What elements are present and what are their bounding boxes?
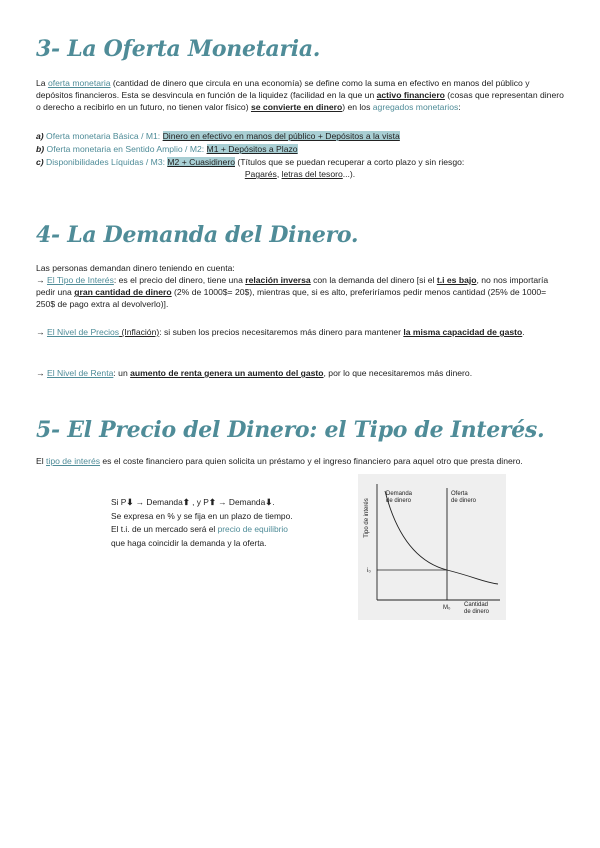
money-market-figure (358, 474, 506, 620)
aggregate-item-c: c) Disponibilidades Líquidas / M3: M2 + Cuasidinero (Títulos que se puedan recuperar a corto plazo y sin riesgo: Pagarés, letras del tesoro...). (36, 157, 465, 180)
term-oferta-monetaria: oferta monetaria (47, 78, 111, 88)
section-3-paragraph: La oferta monetaria (cantidad de dinero que circula en una economía) se define como la suma en efectivo en manos del público y depósitos financieros. Esta se desvincula en función de la liquidez (facilidad en la que un activo financiero (cosas que representan dinero o derecho a recibirlo en un futuro, no tienen valor físico) se convierte en dinero) en los agregados monetarios: (36, 78, 564, 113)
section-4-title: 4- La Demanda del Dinero. (36, 222, 359, 248)
bullet-nivel-precios: → El Nivel de Precios (Inflación): si suben los precios necesitaremos más dinero para mantener la misma capacidad de gasto. (36, 327, 525, 337)
interest-notes: Si P⬇ → Demanda⬆ , y P⬆ → Demanda⬇. Se expresa en % y se fija en un plazo de tiempo. El t.i. de un mercado será el precio de equilibrio que haga coincidir la demanda y la oferta. (111, 497, 293, 548)
bullet-nivel-renta: → El Nivel de Renta: un aumento de renta genera un aumento del gasto, por lo que necesitaremos más dinero. (36, 368, 473, 378)
section-4-intro: Las personas demandan dinero teniendo en cuenta: (36, 263, 235, 273)
term-activo-financiero: activo financiero (376, 90, 445, 101)
supply-label-2: de dinero (451, 498, 477, 504)
m0-label: M₀ (443, 605, 451, 611)
bullet-tipo-interes: → El Tipo de Interés: es el precio del dinero, tiene una relación inversa con la demanda del dinero [si el t.i es bajo, no nos importaría pedir una gran cantidad de dinero (2% de 1000$= 20$), mientras que, si es alto, preferiríamos pedir menos cantidad (25% de 1000= 250$ de pago extra al devolverlo)]. (36, 275, 549, 310)
x-axis-label-1: Cantidad (464, 602, 489, 608)
section-5-title: 5- El Precio del Dinero: el Tipo de Interés. (36, 417, 545, 443)
term-se-convierte: se convierte en dinero (250, 102, 343, 113)
section-5-paragraph: El tipo de interés es el coste financiero para quien solicita un préstamo y el ingreso financiero para aquel otro que presta dinero. (36, 456, 523, 466)
section-3-title: 3- La Oferta Monetaria. (36, 36, 321, 62)
aggregate-item-b: b) Oferta monetaria en Sentido Amplio / M2: M1 + Depósitos a Plazo (36, 144, 298, 154)
y-axis-label: Tipo de interés (364, 498, 370, 538)
demand-label-2: de dinero (386, 498, 412, 504)
term-tipo-interes: tipo de interés (46, 456, 101, 466)
supply-label-1: Oferta (451, 491, 468, 497)
term-agregados: agregados monetarios (372, 102, 459, 113)
i0-label: i₀ (367, 568, 371, 574)
demand-label-1: Demanda (386, 491, 413, 497)
x-axis-label-2: de dinero (464, 609, 490, 615)
aggregate-item-a: a) Oferta monetaria Básica / M1: Dinero en efectivo en manos del público + Depósitos a la vista (36, 131, 400, 141)
